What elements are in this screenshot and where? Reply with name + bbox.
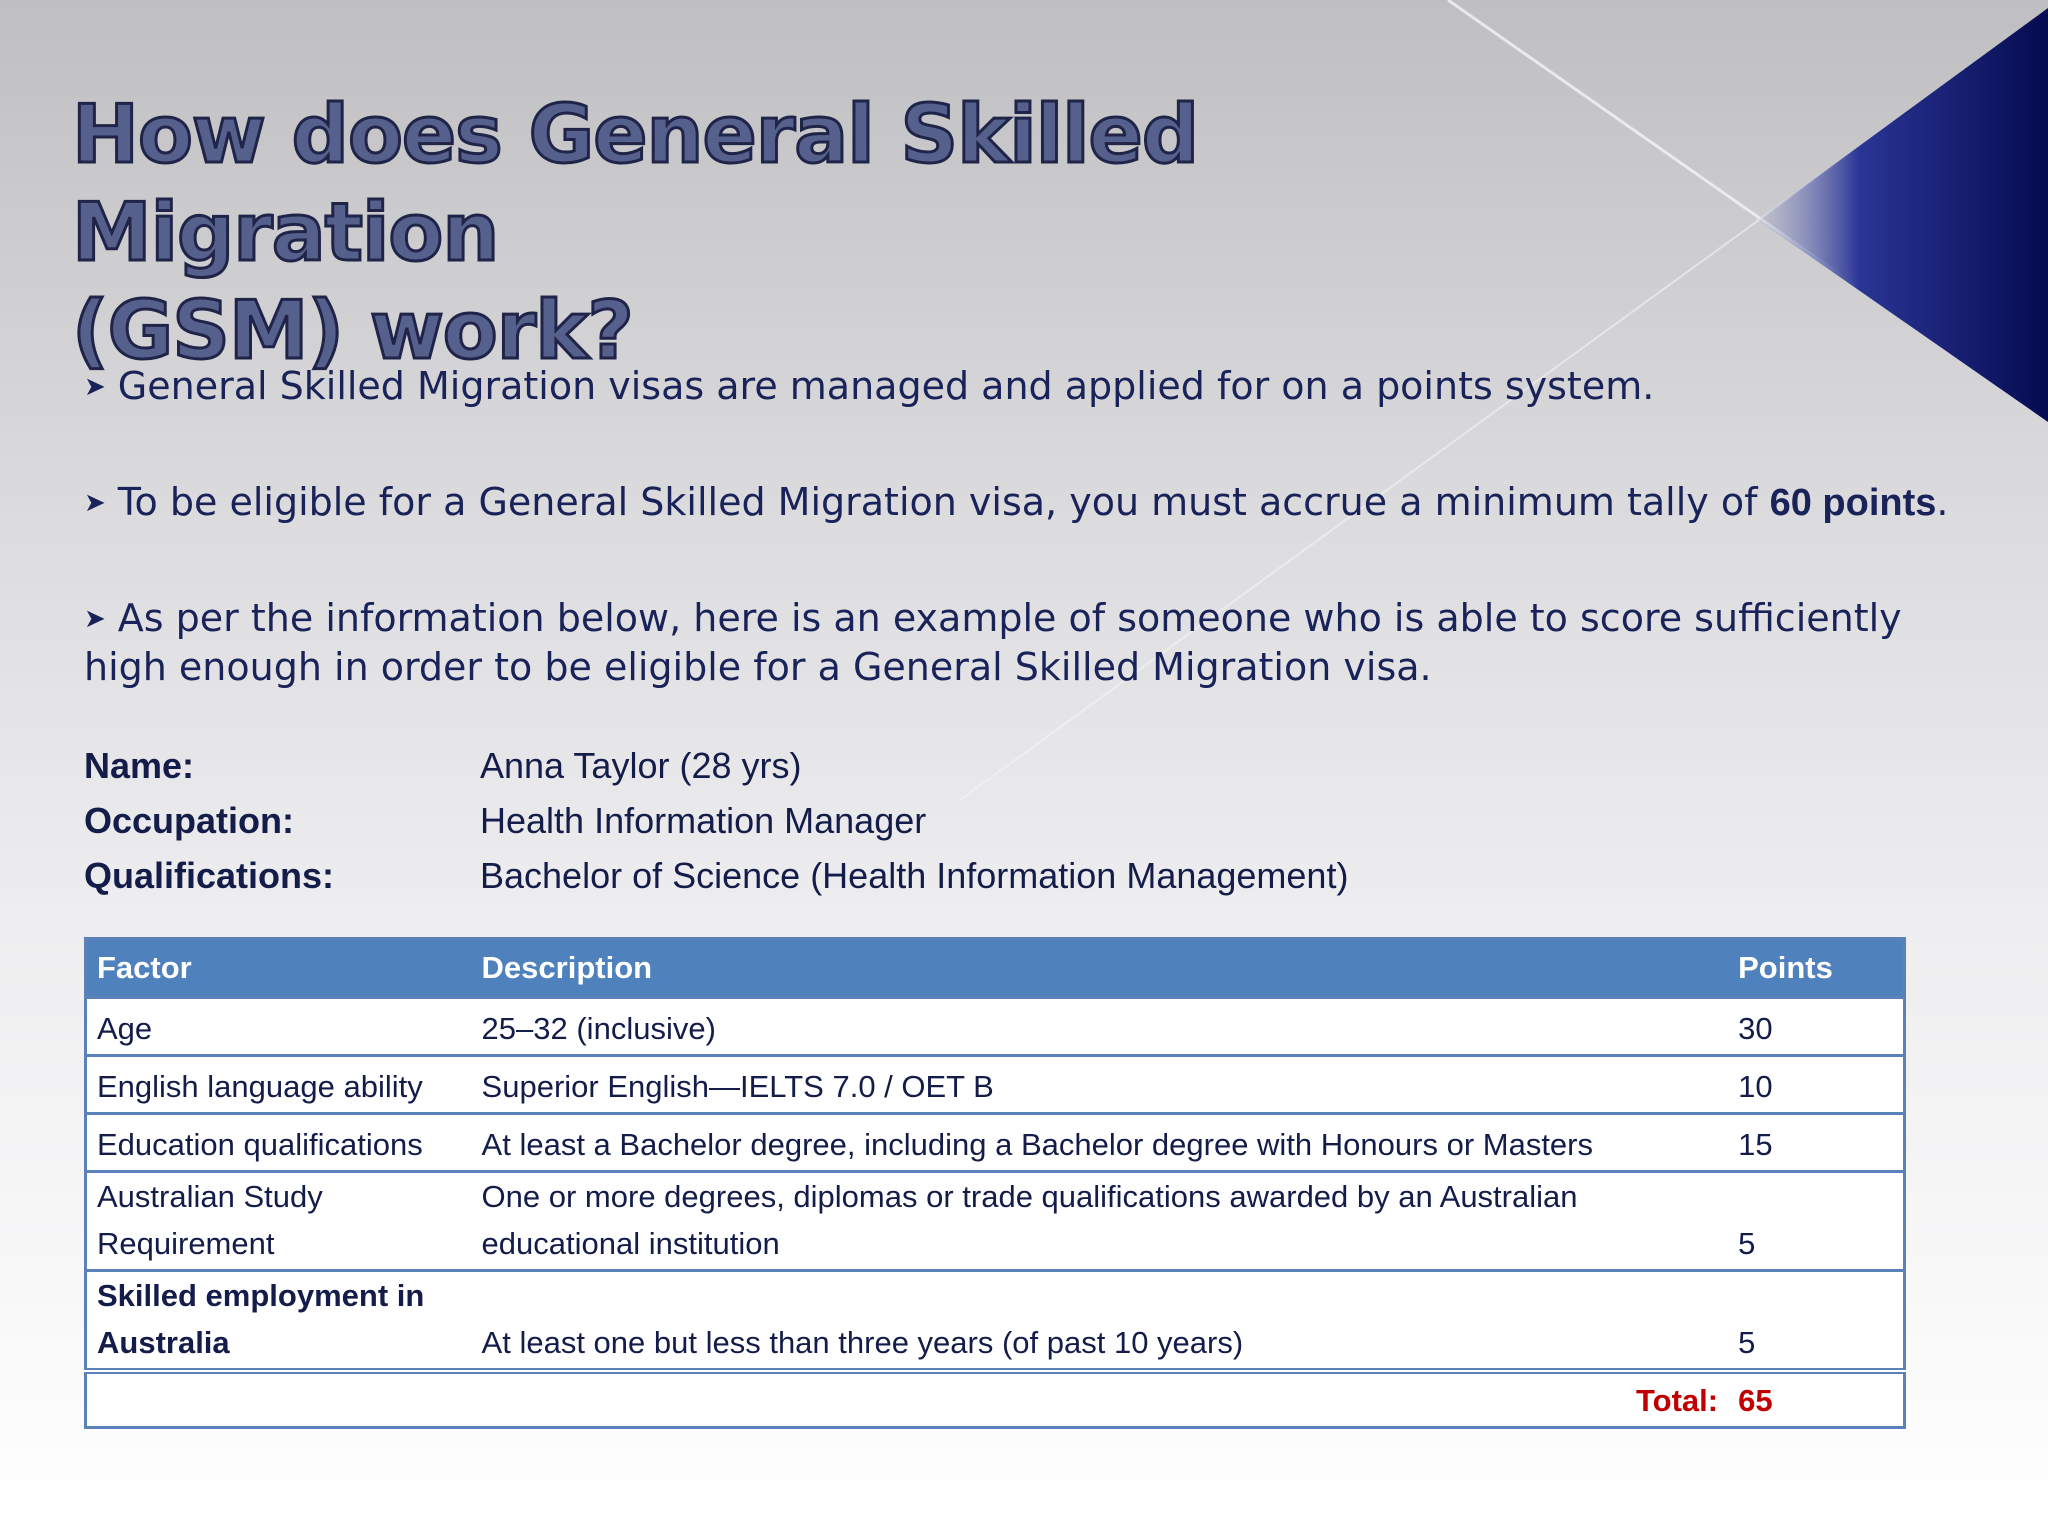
table-row [86,998,1905,1056]
slide-title-line-2: (GSM) work? [72,284,633,377]
arrowhead-icon: ➤ [84,604,106,634]
cell-points: 5 [1728,1172,1904,1271]
bullet-text: As per the information below, here is an example of someone who is able to score sufficiently high enough in order to be eligible for a General Skilled Migration visa. [84,596,1902,689]
cell-description: At least one but less than three years (of past 10 years) [472,1271,1729,1372]
arrowhead-icon: ➤ [84,488,106,518]
cell-description: 25–32 (inclusive) [472,998,1729,1056]
table-header-row [86,939,1905,998]
bullet-emphasis: 60 points [1769,482,1937,524]
occupation-label: Occupation: [84,799,295,841]
table-row [86,1114,1905,1172]
cell-description: One or more degrees, diplomas or trade qualifications awarded by an Australian educational institution [472,1172,1729,1271]
cell-points: 10 [1728,1056,1904,1114]
bullet-example-intro [84,594,1984,691]
cell-factor: Australian Study Requirement [86,1172,472,1271]
header-points: Points [1728,939,1904,998]
bullet-tail: . [1936,480,1949,524]
table-row [86,1056,1905,1114]
bullet-list [84,362,1984,758]
cell-factor: Skilled employment in Australia [86,1271,472,1372]
qualifications-value: Bachelor of Science (Health Information Management) [480,854,1349,896]
name-label: Name: [84,744,195,786]
bullet-text: General Skilled Migration visas are managed and applied for on a points system. [117,364,1655,408]
bullet-points-system [84,362,1984,411]
profile-row-qualifications [84,848,1784,903]
profile-row-occupation [84,793,1784,848]
cell-description: At least a Bachelor degree, including a Bachelor degree with Honours or Masters [472,1114,1729,1172]
slide-title-line-1: How does General Skilled Migration [72,88,1199,279]
cell-factor: Education qualifications [86,1114,472,1172]
cell-description: Superior English—IELTS 7.0 / OET B [472,1056,1729,1114]
name-value: Anna Taylor (28 yrs) [480,744,802,786]
occupation-value: Health Information Manager [480,799,927,841]
cell-factor: Age [86,998,472,1056]
bullet-minimum-points [84,478,1984,527]
header-factor: Factor [86,939,472,998]
bullet-text: To be eligible for a General Skilled Migration visa, you must accrue a minimum tally of [117,480,1770,524]
cell-points: 15 [1728,1114,1904,1172]
decor-navy-triangle [1758,8,2048,422]
qualifications-label: Qualifications: [84,854,335,896]
cell-points: 30 [1728,998,1904,1056]
header-description: Description [472,939,1729,998]
slide-title [72,86,1572,380]
profile-row-name [84,738,1784,793]
table-row [86,1271,1905,1372]
cell-factor: English language ability [86,1056,472,1114]
total-value: 65 [1728,1371,1904,1428]
total-label: Total: [86,1371,1729,1428]
points-table [84,937,1906,1429]
arrowhead-icon: ➤ [84,372,106,402]
cell-points: 5 [1728,1271,1904,1372]
table-total-row [86,1371,1905,1428]
applicant-profile [84,738,1784,903]
table-row [86,1172,1905,1271]
